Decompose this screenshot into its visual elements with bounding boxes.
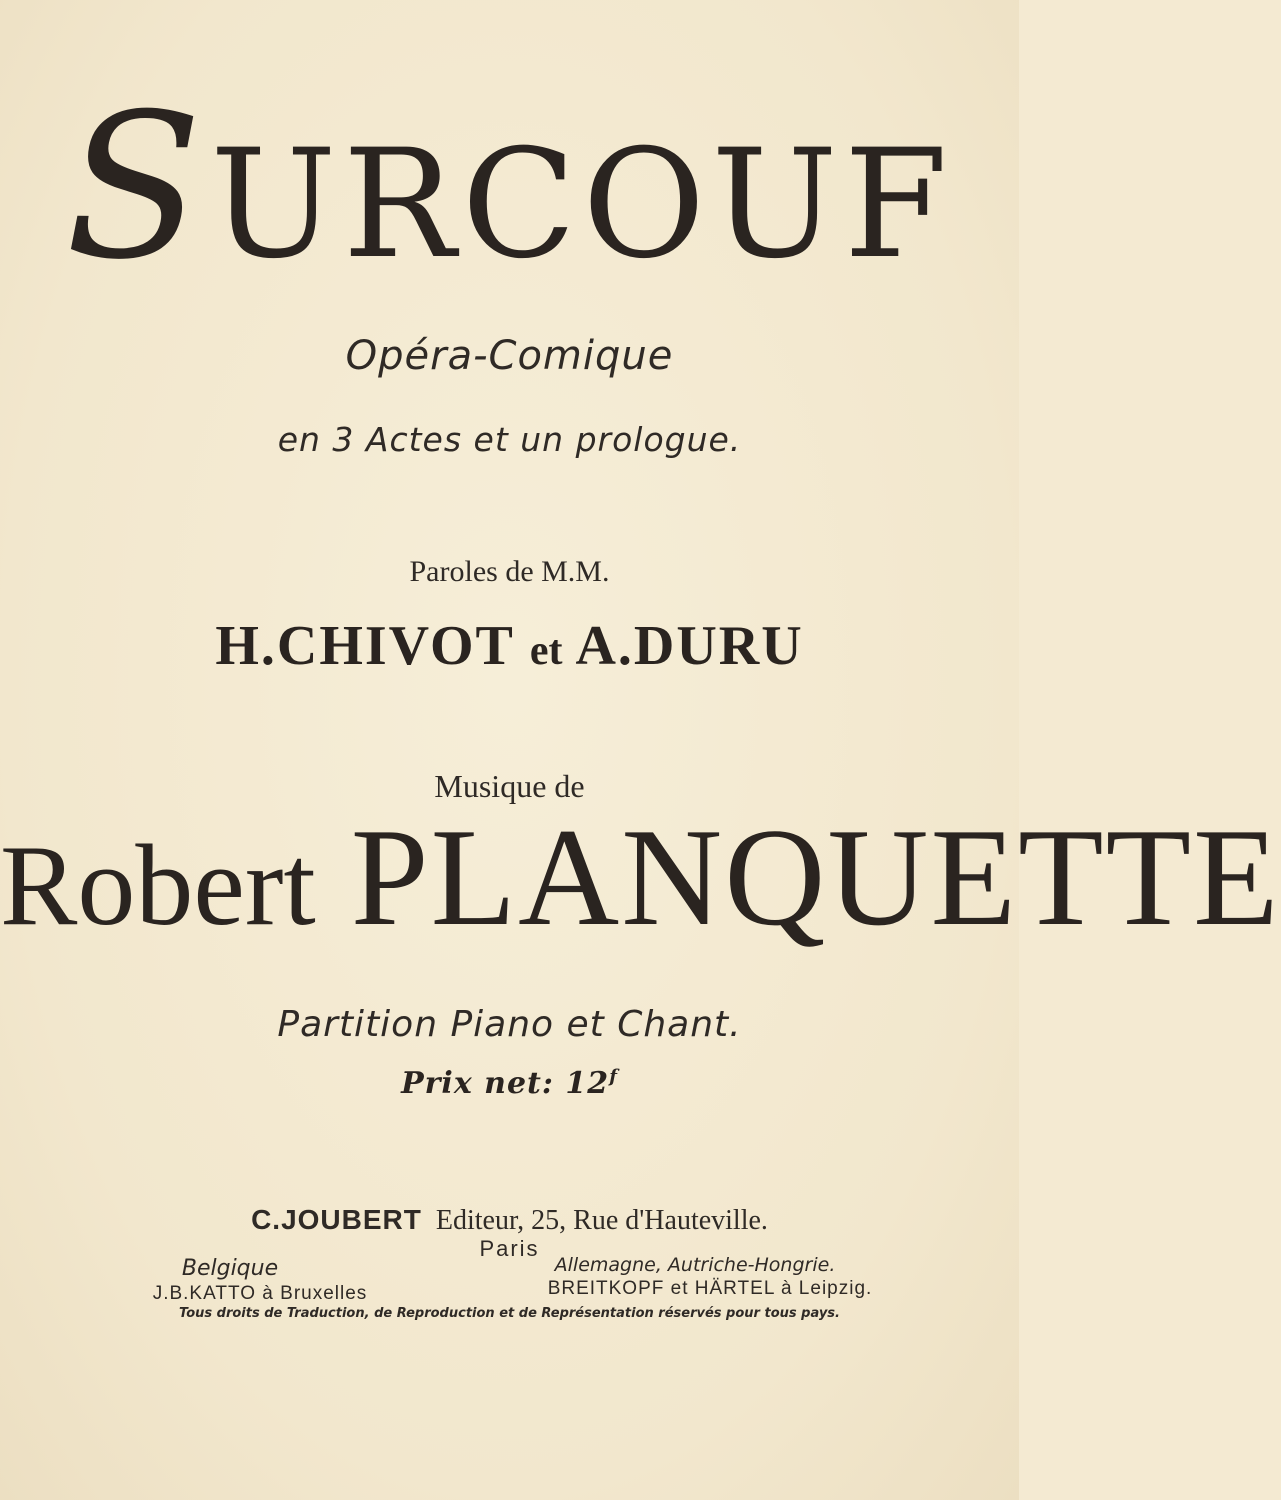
composer-last-name: PLANQUETTE [350, 800, 1281, 955]
agent-germany [540, 1254, 880, 1300]
librettist-1: H.CHIVOT [215, 615, 514, 677]
agent-belgium [120, 1256, 400, 1305]
title-initial: S [65, 71, 211, 304]
genre-subtitle: Opéra-Comique [345, 333, 674, 379]
opera-title [0, 71, 1019, 304]
score-type: Partition Piano et Chant. [277, 1004, 742, 1045]
price-unit: f [609, 1066, 618, 1087]
title-rest: URCOUF [210, 118, 954, 292]
price [0, 1066, 1019, 1101]
rights-notice: Tous droits de Traduction, de Reproduction et de Représentation réservés pour tous pays. [179, 1306, 840, 1321]
librettists [0, 614, 1019, 678]
price-label: Prix net: 12 [401, 1066, 610, 1101]
publisher-name: C.JOUBERT [251, 1204, 422, 1235]
publisher-city: Paris [479, 1236, 540, 1261]
acts-description: en 3 Actes et un prologue. [277, 420, 742, 459]
agent-right-firm: BREITKOPF et HÄRTEL à Leipzig. [547, 1278, 873, 1299]
agent-left-firm: J.B.KATTO à Bruxelles [152, 1283, 368, 1304]
librettist-2: A.DURU [575, 615, 804, 677]
lyrics-label: Paroles de M.M. [409, 555, 610, 588]
agent-left-region: Belgique [181, 1256, 279, 1281]
agent-right-region: Allemagne, Autriche-Hongrie. [554, 1254, 836, 1276]
composer-name [0, 800, 1281, 955]
publisher-line [0, 1204, 1019, 1237]
music-label: Musique de [434, 768, 585, 804]
publisher-address: Editeur, 25, Rue d'Hauteville. [435, 1205, 768, 1236]
composer-first-name: Robert [0, 822, 316, 950]
librettist-conjunction: et [529, 628, 563, 674]
